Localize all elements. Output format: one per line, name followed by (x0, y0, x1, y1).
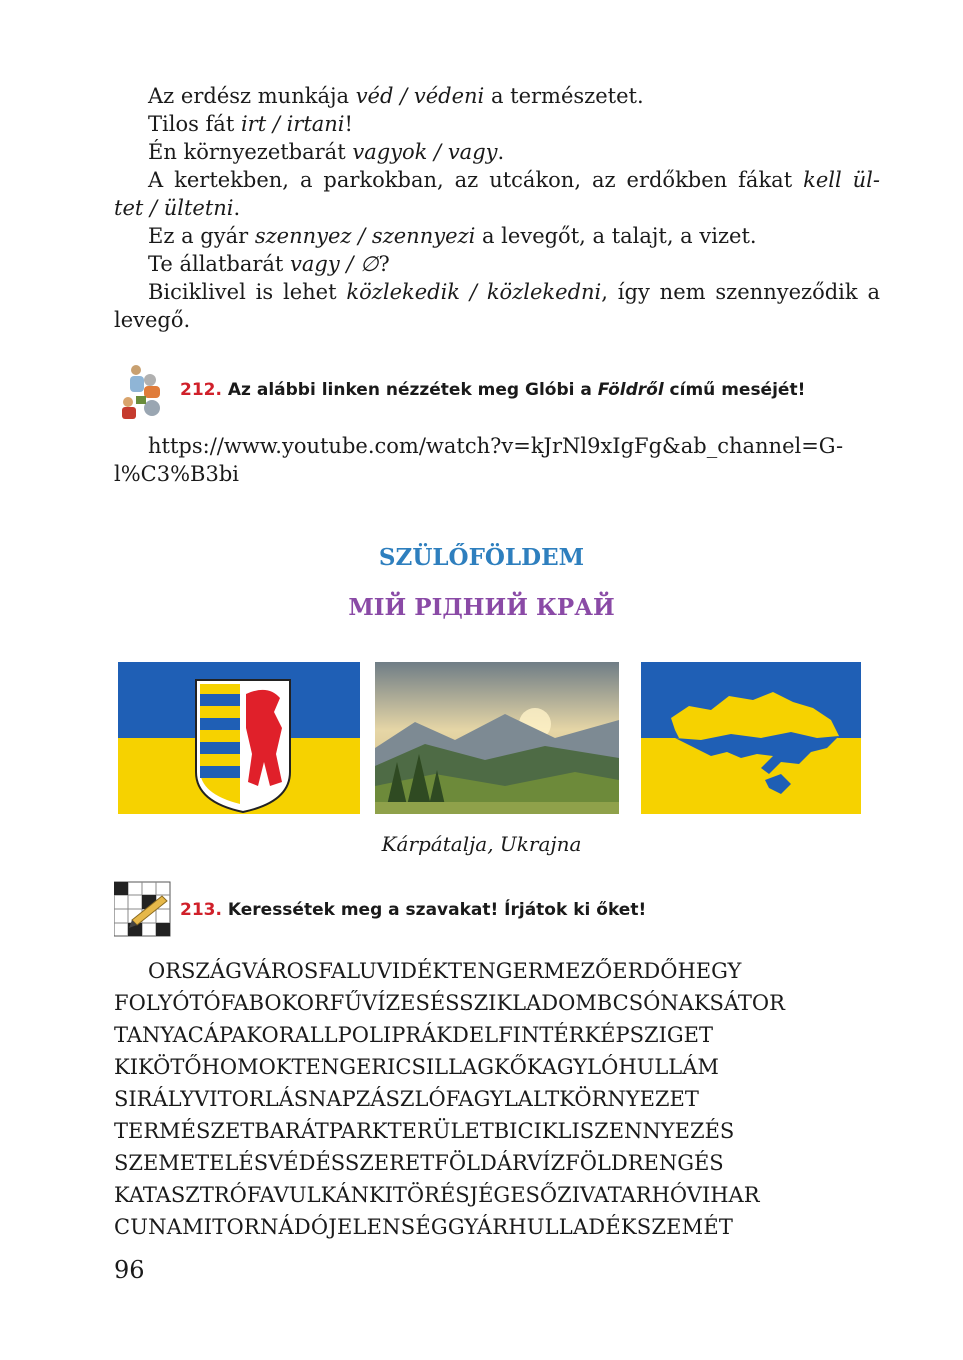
task-213 (114, 880, 880, 940)
grid-row: ORSZÁGVÁROSFALUVIDÉKTENGERMEZŐERDŐHEGY (148, 959, 742, 983)
grid-row: SIRÁLYVITORLÁSNAPZÁSZLÓFAGYLALTKÖRNYEZET (114, 1087, 699, 1111)
page-number: 96 (114, 1256, 145, 1284)
sentence-7: Biciklivel is lehet közlekedik / közlekedni, így nem szennyeződik a (148, 280, 880, 304)
sentence-2: Tilos fát irt / irtani! (148, 112, 353, 136)
task-213-instruction: 213. Keressétek meg a szavakat! Írjátok ki őket! (180, 900, 647, 920)
grid-row: TANYACÁPAKORALLPOLIPRÁKDELFINTÉRKÉPSZIGET (114, 1023, 714, 1047)
ukraine-map-flag-image (641, 662, 861, 814)
sentence-1: Az erdész munkája véd / védeni a természetet. (148, 84, 644, 108)
heading-hungarian: SZÜLŐFÖLDEM (378, 544, 585, 571)
grid-row: KIKÖTŐHOMOKTENGERICSILLAGKŐKAGYLÓHULLÁM (114, 1055, 719, 1079)
exercise-sentences (114, 82, 880, 334)
mountain-landscape-photo (375, 662, 619, 814)
heading-ukrainian: МІЙ РІДНИЙ КРАЙ (348, 594, 615, 621)
crossword-pencil-icon (114, 880, 174, 940)
task-212-instruction: 212. Az alábbi linken nézzétek meg Glóbi a Földről című meséjét! (180, 380, 806, 400)
word-search-grid (114, 955, 880, 1243)
sentence-5: Ez a gyár szennyez / szennyezi a levegőt, a talajt, a vizet. (148, 224, 757, 248)
task-number: 212. (180, 380, 222, 400)
grid-row: SZEMETELÉSVÉDÉSSZERETFÖLDÁRVÍZFÖLDRENGÉS (114, 1151, 724, 1175)
grid-row: CUNAMITORNÁDÓJELENSÉGGYÁRHULLADÉKSZEMÉT (114, 1215, 734, 1239)
transcarpathia-flag-image (118, 662, 360, 814)
grid-row: KATASZTRÓFAVULKÁNKITÖRÉSJÉGESŐZIVATARHÓVIHAR (114, 1183, 760, 1207)
task-number: 213. (180, 900, 222, 920)
sentence-4-cont: tet / ültetni. (114, 196, 241, 220)
grid-row: FOLYÓTÓFABOKORFŰVÍZESÉSSZIKLADOMBCSÓNAKSÁTOR (114, 991, 785, 1015)
sentence-7-cont: levegő. (114, 308, 191, 332)
grid-row: TERMÉSZETBARÁTPARKTERÜLETBICIKLISZENNYEZÉS (114, 1119, 735, 1143)
sentence-6: Te állatbarát vagy / ∅? (148, 252, 390, 276)
sentence-3: Én környezetbarát vagyok / vagy. (148, 140, 505, 164)
characters-icon (114, 362, 174, 422)
video-link[interactable]: https://www.youtube.com/watch?v=kJrNl9xIgFg&ab_channel=G- l%C3%B3bi (114, 434, 844, 486)
sentence-4: A kertekben, a parkokban, az utcákon, az erdőkben fákat kell ül- (148, 168, 880, 192)
task-212 (114, 362, 880, 422)
image-caption: Kárpátalja, Ukrajna (381, 832, 582, 856)
